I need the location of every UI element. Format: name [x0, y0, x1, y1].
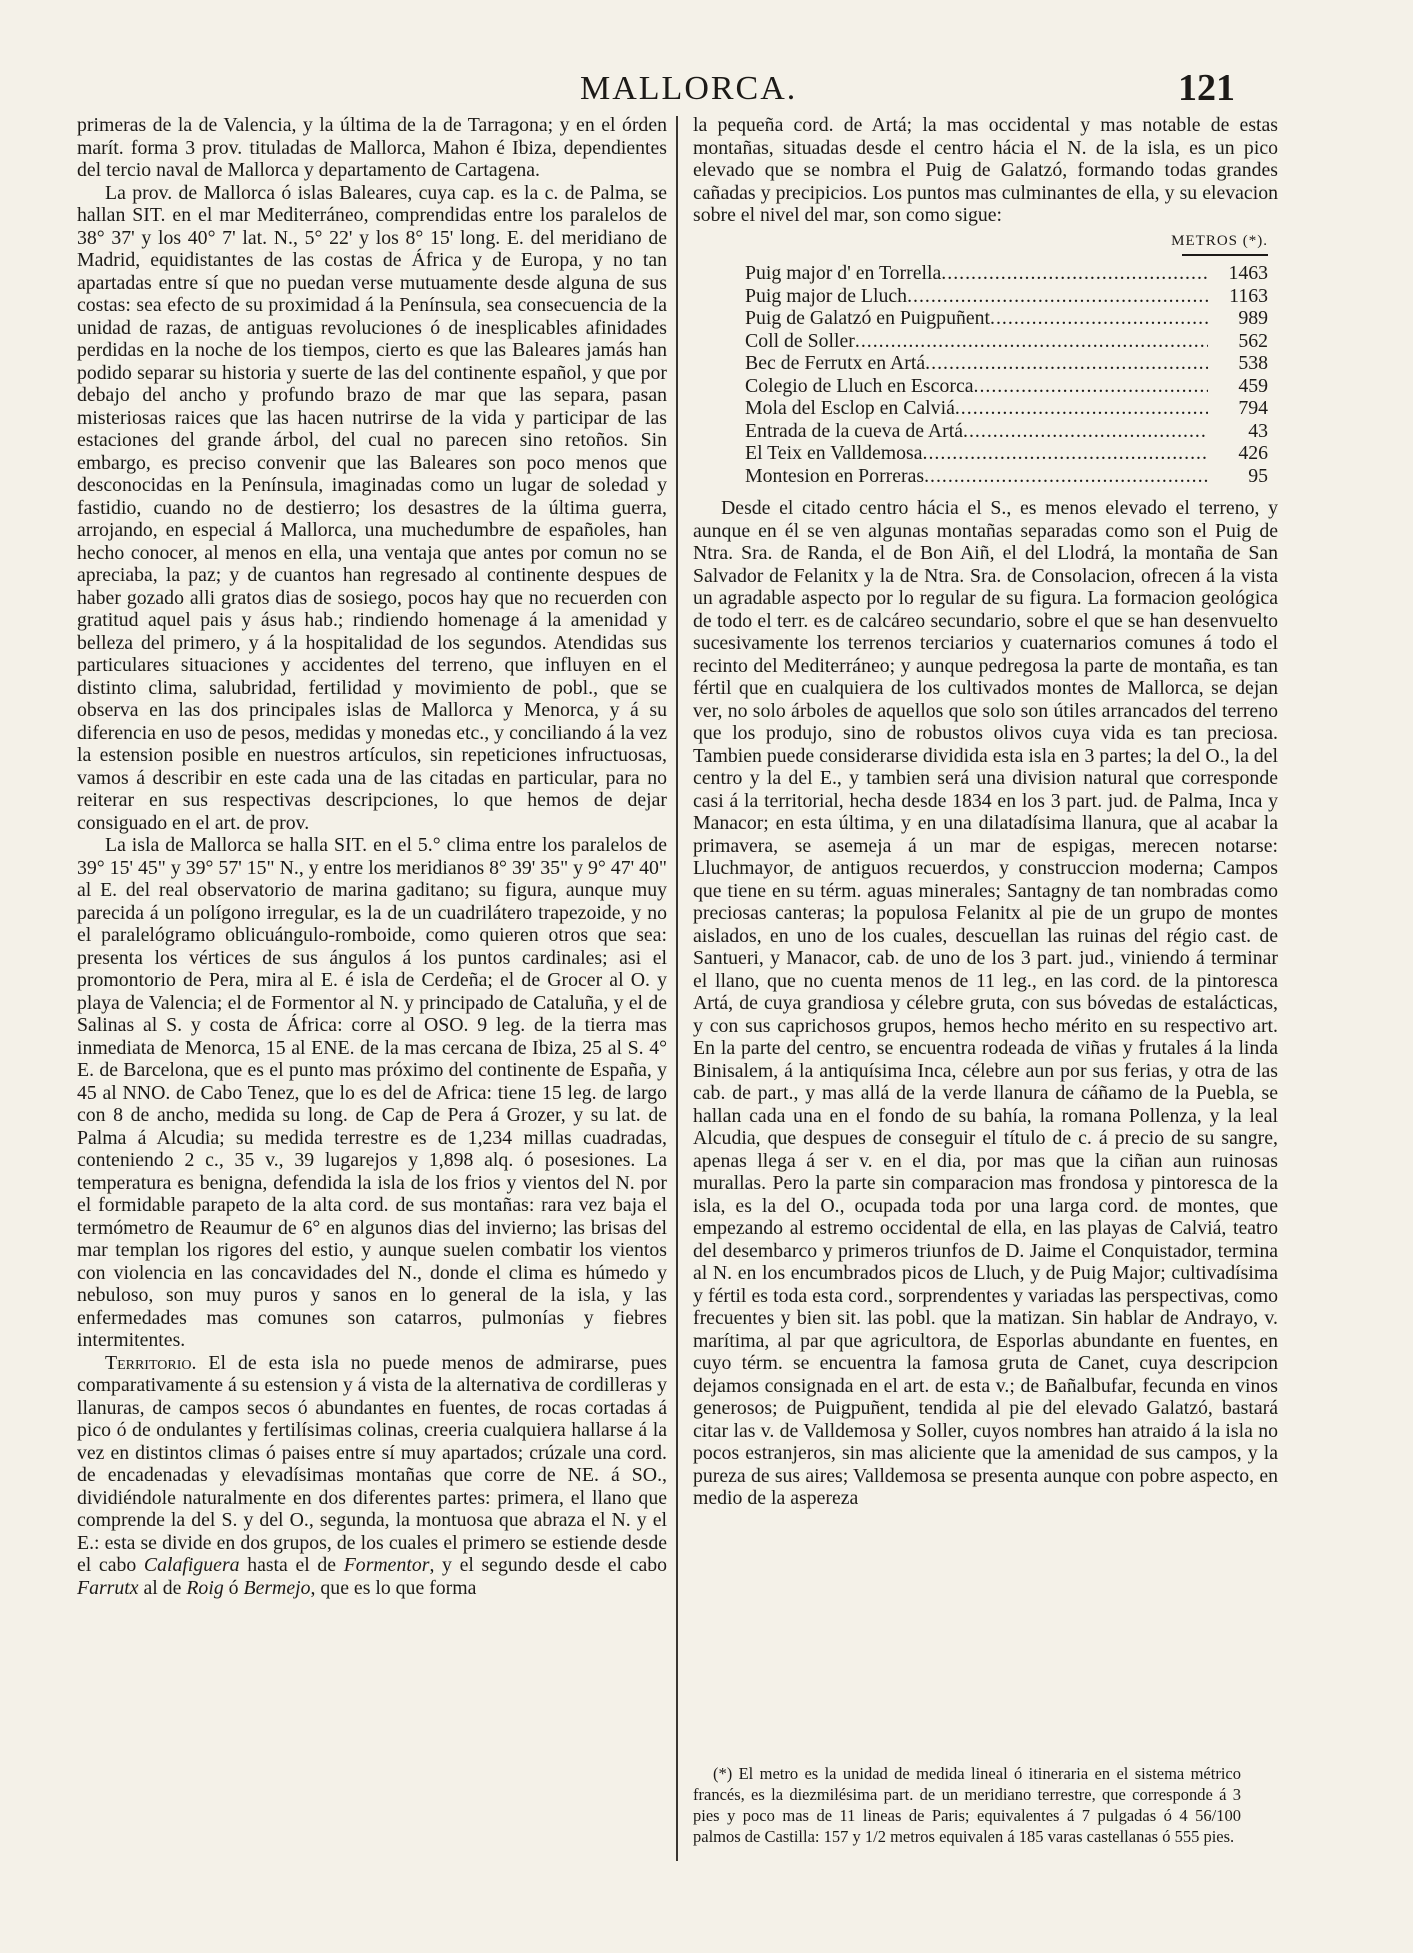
running-head	[0, 62, 1413, 109]
text-fragment: ó	[223, 1576, 244, 1599]
elevation-name: Coll de Soller	[745, 329, 855, 352]
left-column	[77, 114, 667, 1599]
elevation-name: Puig de Galatzó en Puigpuñent	[745, 307, 991, 329]
footnote-text: (*) El metro es la unidad de medida lineal ó itineraria en el sistema métrico francés, es la diezmilésima part. de un meridiano terrestre, que corresponde á 3 pies y poco mas de 11 lineas de Paris; equivalentes á 7 pulgadas ó 4 56/100 palmos de Castilla: 157 y 1/2 metros equivalen á 185 varas castellanas ó 555 pies.	[693, 1764, 1241, 1846]
leader-dots	[855, 330, 1208, 353]
leader-dots	[941, 262, 1208, 285]
section-label-territorio: Territorio.	[105, 1351, 197, 1374]
elevation-row	[745, 375, 1268, 398]
leader-dots	[990, 307, 1208, 330]
elevation-name: Bec de Ferrutx en Artá	[745, 352, 926, 374]
text-fragment: hasta el de	[239, 1554, 344, 1576]
elevation-name: Entrada de la cueva de Artá	[745, 419, 964, 442]
elevation-value: 538	[1238, 352, 1268, 374]
elevation-name: Puig major d' en Torrella	[745, 262, 942, 284]
elevation-value: 426	[1238, 442, 1268, 464]
place-calafiguera: Calafiguera	[143, 1554, 240, 1576]
paragraph: la pequeña cord. de Artá; la mas occidental y mas notable de estas montañas, situadas desde el centro hácia el N. de la isla, es un pico elevado que se nombra el Puig de Galatzó, formando todas grandes cañadas y precipicios. Los puntos mas culminantes de ella, y su elevacion sobre el nivel del mar, son como sigue:	[693, 114, 1278, 226]
leader-dots	[924, 465, 1208, 488]
elevation-value: 989	[1238, 307, 1268, 329]
elevation-row	[745, 397, 1268, 420]
elevation-row	[745, 330, 1268, 353]
place-farrutx: Farrutx	[77, 1576, 139, 1599]
elevation-name: Puig major de Lluch	[745, 284, 908, 307]
elevation-row	[745, 420, 1268, 443]
footnote	[693, 1763, 1241, 1847]
elevation-value: 1163	[1229, 284, 1268, 307]
leader-dots	[963, 420, 1208, 443]
right-column	[693, 114, 1278, 1510]
elevation-value: 794	[1238, 397, 1268, 419]
elevation-row	[745, 307, 1268, 330]
metros-header: METROS (*).	[1171, 232, 1268, 249]
leader-dots	[925, 352, 1208, 375]
place-roig: Roig	[186, 1576, 224, 1599]
text-fragment: al de	[138, 1576, 187, 1599]
elevation-row	[745, 352, 1268, 375]
leader-dots	[923, 442, 1208, 465]
elevation-value: 95	[1248, 464, 1268, 487]
elevation-row	[745, 465, 1268, 488]
place-bermejo: Bermejo	[243, 1576, 311, 1599]
paragraph: La prov. de Mallorca ó islas Baleares, cuya cap. es la c. de Palma, se hallan SIT. en el mar Mediterráneo, comprendidas entre los paralelos de 38° 37' y los 40° 7' lat. N., 5° 22' y los 8° 15' long. E. del meridiano de Madrid, equidistantes de las costas de África y de Europa, y no tan apartadas entre sí que no puedan verse mutuamente desde alguna de sus costas: sea efecto de su proximidad á la Península, sea consecuencia de la unidad de razas, de antiguas revoluciones ó de inesplicables afinidades perdidas en la noche de los tiempos, cierto es que las Baleares jamás han podido separar su historia y suerte de las del continente español, y que por debajo del ancho y profundo brazo de mar que las separa, pasan misteriosas raices que las hacen nutrirse de la vida y participar de las estaciones del grande árbol, del cual no parecen sino retoños. Sin embargo, es preciso convenir que las Baleares son poco menos que desconocidas en la Península, imaginadas como un lugar de soledad y fastidio, cuando no de destierro; los desastres de la última guerra, arrojando, en especial á Mallorca, una muchedumbre de españoles, han hecho conocer, al menos en ella, una ventaja que antes por comun no se apreciaba, la paz; y de cuantos han regresado al continente despues de haber gozado alli gratos dias de sosiego, pocos hay que no recuerden con gratitud aquel pais y ásus hab.; rindiendo homenage á la amenidad y belleza del primero, y á la hospitalidad de los segundos. Atendidas sus particulares situaciones y accidentes del terreno, que influyen en el distinto clima, salubridad, fertilidad y movimiento de pobl., que se observa en las dos principales islas de Mallorca y Menorca, y á su diferencia en uso de pesos, medidas y monedas etc., y conciliando á la vez la estension posible en nuestros artículos, sin repeticiones infructuosas, vamos á describir en este cada una de las citadas en particular, para no reiterar en sus respectivas descripciones, lo que hemos de dejar consiguado en el art. de prov.	[77, 181, 667, 834]
elevation-value: 459	[1238, 374, 1268, 397]
paragraph: Desde el citado centro hácia el S., es menos elevado el terreno, y aunque en él se ven algunas montañas separadas como son el Puig de Ntra. Sra. de Randa, el de Bon Aiñ, el del Llodrá, la montaña de San Salvador de Felanitx y la de Ntra. Sra. de Consolacion, ofrecen á la vista un agradable aspecto por lo regular de su figura. La formacion geológica de todo el terr. es de calcáreo secundario, sobre el que se han desenvuelto sucesivamente los terrenos terciarios y cuaternarios comunes á todo el recinto del Mediterráneo; y aunque pedregosa la parte de montaña, es tan fértil que en cualquiera de los cultivados montes de Mallorca, se dejan ver, no solo árboles de aquellos que solo son útiles arrancados del terreno que los produjo, sino de robustos olivos cuya vida es tan preciosa. Tambien puede considerarse dividida esta isla en 3 partes; la del O., la del centro y la del E., y tambien será una division natural que corresponde casi á la territorial, hecha desde 1834 en los 3 part. jud. de Palma, Inca y Manacor; en esta última, y en una dilatadísima llanura, que al acabar la primavera, se asemeja á un mar de espigas, merecen notarse: Lluchmayor, de antiguos recuerdos, y construccion moderna; Campos que tiene en su térm. aguas minerales; Santagny de tan nombradas como preciosas canteras; la populosa Felanitx al pie de un grupo de montes aislados, en uno de los cuales, descuellan las ruinas del régio cast. de Santueri, y Manacor, cab. de uno de los 3 part. jud., viniendo á terminar el llano, que no cuenta menos de 11 leg., en las cord. de la pintoresca Artá, de cuya grandiosa y célebre gruta, con sus bóvedas de estalácticas, y con sus caprichosos grupos, hemos hecho mérito en su respectivo art. En la parte del centro, se encuentra rodeada de viñas y frutales á la linda Binisalem, á la antiquísima Inca, célebre aun por sus ferias, y otra de las cab. de part., y mas allá de la verde llanura de cáñamo de la Puebla, se hallan cada una en el fondo de su bahía, la romana Pollenza, y la leal Alcudia, que despues de conseguir el título de c. á precio de su sangre, apenas llega á ser v. en el dia, por mas que la ciñan aun ruinosas murallas. Pero la parte sin comparacion mas frondosa y pintoresca de la isla, es la del O., ocupada toda por una larga cord. de montes, que empezando al estremo occidental de ella, en las playas de Calviá, teatro del desembarco y primeros triunfos de D. Jaime el Conquistador, termina al N. en los encumbrados picos de Lluch, y de Puig Major; cultivadísima y fértil es toda esta cord., sorprendentes y variadas las perspectivas, como frecuentes y bien sit. las pobl. que la matizan. Sin hablar de Andrayo, v. marítima, al par que agricultora, de Esporlas abundante en fuentes, en cuyo térm. se encuentra la famosa gruta de Canet, cuya descripcion dejamos consignada en el art. de esta v.; de Bañalbufar, fecunda en vinos generosos; de Puigpuñent, tendida al pie del elevado Galatzó, bastará citar las v. de Valldemosa y Soller, cuyos nombres han atraido á la isla no pocos estranjeros, sin mas aliciente que la amenidad de sus campos, y la pureza de sus aires; Valldemosa se presenta aunque con pobre aspecto, en medio de la aspereza	[693, 497, 1278, 1509]
paragraph-territorio	[77, 1352, 667, 1600]
elevation-name: Colegio de Lluch en Escorca	[745, 374, 974, 397]
elevation-value: 43	[1248, 419, 1268, 442]
leader-dots	[974, 375, 1209, 398]
elevation-table	[745, 262, 1268, 487]
page-number: 121	[1178, 67, 1235, 109]
column-divider	[676, 116, 678, 1861]
elevation-row	[745, 442, 1268, 465]
paragraph: La isla de Mallorca se halla SIT. en el 5.° clima entre los paralelos de 39° 15' 45" y 39° 57' 15" N., y entre los meridianos 8° 39' 35" y 9° 47' 40" al E. del real observatorio de marina gaditano; su figura, aunque muy parecida á un polígono irregular, es la de un cuadrilátero trapezoide, y no el paralelógramo oblicuángulo-romboide, como quieren otros que sea: presenta los vértices de sus ángulos á los puntos cardinales; asi el promontorio de Pera, mira al E. é isla de Cerdeña; el de Grocer al O. y playa de Valencia; el de Formentor al N. y principado de Cataluña, y el de Salinas al S. y costa de África: corre al OSO. 9 leg. de la tierra mas inmediata de Menorca, 15 al ENE. de la mas cercana de Ibiza, 25 al S. 4° E. de Barcelona, que es el punto mas próximo del continente de España, y 45 al NNO. de Cabo Tenez, que lo es del de Africa: tiene 15 leg. de largo con 8 de ancho, medida su long. de Cap de Pera á Grozer, y su lat. de Palma á Alcudia; su medida terrestre es de 1,234 millas cuadradas, conteniendo 2 c., 35 v., 39 lugarejos y 1,898 alq. ó posesiones. La temperatura es benigna, defendida la isla de los frios y vientos del N. por el formidable parapeto de la alta cord. de sus montañas: rara vez baja el termómetro de Reaumur de 6° en algunos dias del invierno; las brisas del mar templan los rigores del estio, y aunque suelen combatir los vientos con violencia en las concavidades del N., donde el clima es húmedo y nebuloso, son muy puros y sanos en lo general de la isla, y las enfermedades mas comunes son catarros, pulmonías y fiebres intermitentes.	[77, 834, 667, 1351]
place-formentor: Formentor	[343, 1554, 430, 1576]
elevation-value: 562	[1238, 329, 1268, 352]
text-fragment: , que es lo que forma	[310, 1576, 477, 1599]
elevation-row	[745, 262, 1268, 285]
metros-rule	[1182, 254, 1268, 256]
elevation-row	[745, 285, 1268, 308]
text-fragment: , y el segundo desde el cabo	[429, 1554, 668, 1576]
elevation-name: Montesion en Porreras	[745, 464, 925, 487]
elevation-value: 1463	[1228, 262, 1268, 284]
page-title: MALLORCA.	[580, 70, 798, 107]
paragraph-text: El de esta isla no puede menos de admirarse, pues comparativamente á su estension y á vista de la alternativa de cordilleras y llanuras, de campos secos ó abundantes en fuentes, de rocas cortadas á pico ó de ondulantes y fertilísimas colinas, creeria cualquiera hallarse á la vez en distintos climas ó paises entre sí muy apartados; crúzale una cord. de encadenadas y elevadísimas montañas que corre de NE. á SO., dividiéndole naturalmente en dos diferentes partes: primera, el llano que comprende la del S. y del O., segunda, la montuosa que abraza el N. y el E.: esta se divide en dos grupos, de los cuales el primero se estiende desde el cabo	[77, 1351, 668, 1576]
leader-dots	[907, 285, 1208, 308]
elevation-name: El Teix en Valldemosa	[745, 442, 923, 464]
elevation-name: Mola del Esclop en Calviá	[745, 397, 955, 419]
paragraph: primeras de la de Valencia, y la última de la de Tarragona; y en el órden marít. forma 3 prov. tituladas de Mallorca, Mahon é Ibiza, dependientes del tercio naval de Mallorca y departamento de Cartagena.	[77, 114, 667, 181]
leader-dots	[955, 397, 1208, 420]
